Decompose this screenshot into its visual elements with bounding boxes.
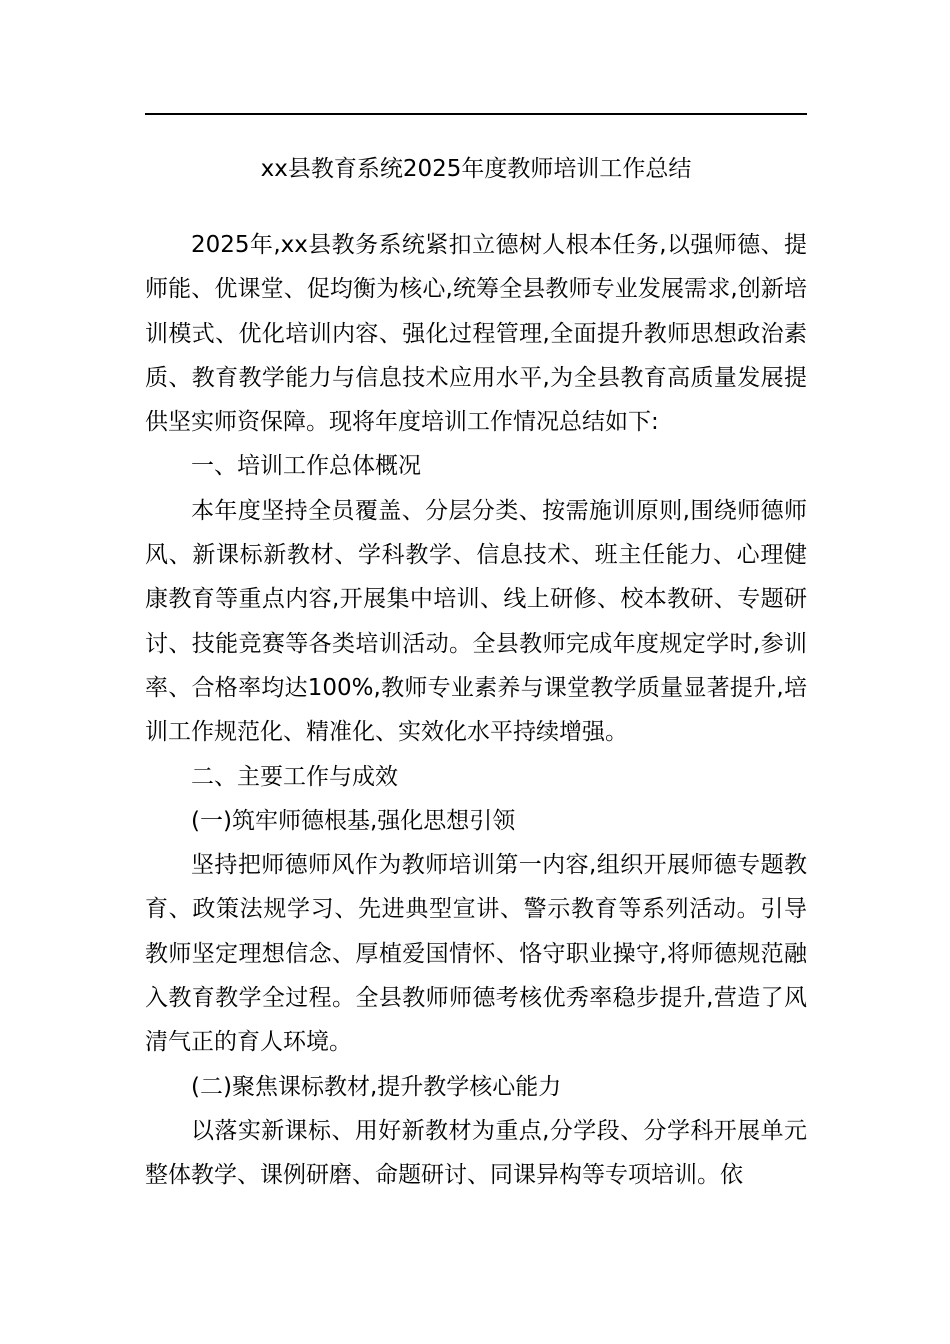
section-1-paragraph: 本年度坚持全员覆盖、分层分类、按需施训原则,围绕师德师风、新课标新教材、学科教学、信息技术、班主任能力、心理健康教育等重点内容,开展集中培训、线上研修、校本教研、专题研讨、技能竞赛等各类培训活动。全县教师完成年度规定学时,参训率、合格率均达100%,教师专业素养与课堂教学质量显著提升,培训工作规范化、精准化、实效化水平持续增强。 bbox=[145, 497, 807, 746]
subsection-2-paragraph: 以落实新课标、用好新教材为重点,分学段、分学科开展单元整体教学、课例研磨、命题研讨、同课异构等专项培训。依 bbox=[145, 1117, 807, 1189]
document-title: xx县教育系统2025年度教师培训工作总结 bbox=[260, 156, 692, 182]
intro-paragraph: 2025年,xx县教务系统紧扣立德树人根本任务,以强师德、提师能、优课堂、促均衡为核心,统筹全县教师专业发展需求,创新培训模式、优化培训内容、强化过程管理,全面提升教师思想政治素质、教育教学能力与信息技术应用水平,为全县教育高质量发展提供坚实师资保障。现将年度培训工作情况总结如下: bbox=[145, 232, 807, 436]
subsection-1-paragraph: 坚持把师德师风作为教师培训第一内容,组织开展师德专题教育、政策法规学习、先进典型宣讲、警示教育等系列活动。引导教师坚定理想信念、厚植爱国情怀、恪守职业操守,将师德规范融入教育教学全过程。全县教师师德考核优秀率稳步提升,营造了风清气正的育人环境。 bbox=[145, 852, 807, 1056]
document-body bbox=[145, 223, 807, 1198]
subsection-1-heading: (一)筑牢师德根基,强化思想引领 bbox=[191, 807, 516, 834]
header-rule bbox=[145, 113, 807, 115]
section-1-heading: 一、培训工作总体概况 bbox=[191, 453, 421, 480]
subsection-2-heading: (二)聚焦课标教材,提升教学核心能力 bbox=[191, 1073, 562, 1100]
section-2-heading: 二、主要工作与成效 bbox=[191, 763, 398, 790]
